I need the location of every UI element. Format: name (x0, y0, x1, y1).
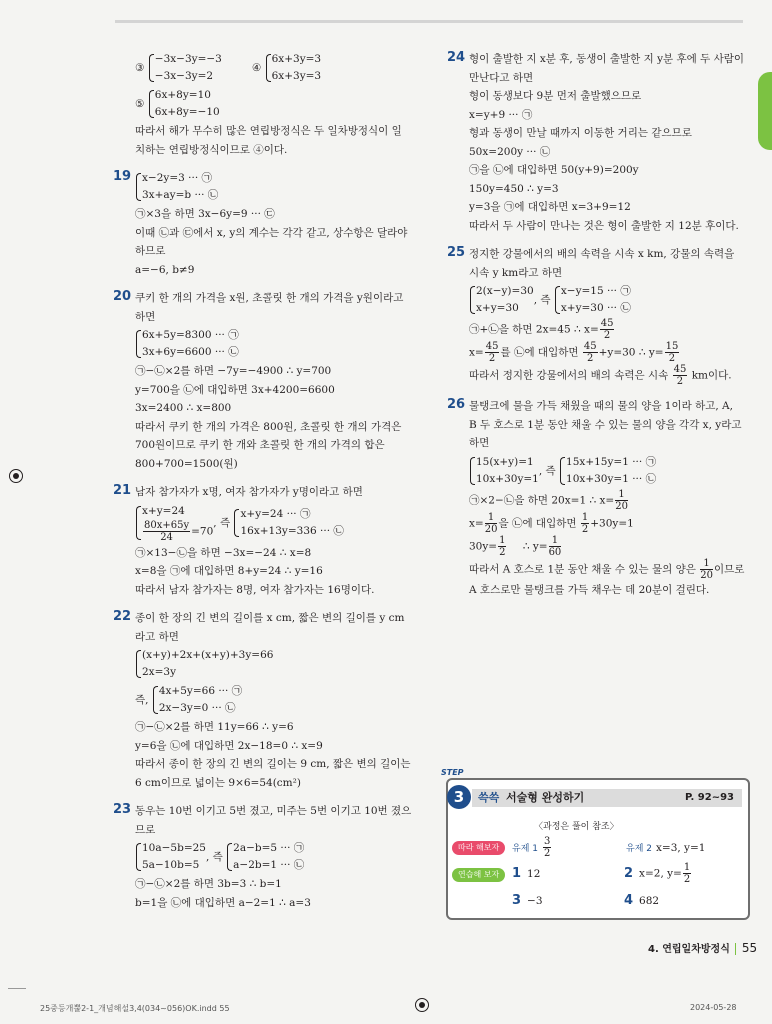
right-column (447, 50, 747, 599)
registration-mark-icon (9, 469, 23, 483)
text-line: x=8을 ㉠에 대입하면 8+y=24 ∴ y=16 (135, 565, 323, 577)
equation-system-simplified: x−y=15 ··· ㉠ x+y=30 ··· ㉡ (554, 283, 631, 317)
text-line: 하면 (135, 310, 156, 323)
equation-system: 10a−5b=25 5a−10b=5 (135, 840, 206, 874)
chapter-tab (758, 72, 772, 150)
step3-title-bar (472, 789, 742, 807)
problem-number: 22 (113, 609, 132, 624)
fraction: $\frac{1}{20}$ (615, 488, 628, 512)
problem-25: 25 정지한 강물에서의 배의 속력을 시속 x km, 강물의 속력을 시속 y km라고 하면 2(x−y)=30 x+y=30 , 즉 x−y=15 ··· ㉠ x+y=30 ··· ㉡ ㉠+㉡을 하면 2x=45 ∴ x= $\frac{45}{2}$ x= $\frac{45}{2}$ 를 ㉡에 대입하면 $\frac{45}{2}$ +y=30 ∴ y= $\frac{15}{2}$ 따라서 정지한 강물에서의 배의 속력은 시속 $\frac{45}{2}$ km이다. (469, 245, 747, 387)
example1-answer: 유제 1 $\frac{3}{2}$ (512, 836, 551, 859)
text-line: y=6을 ㉡에 대입하면 2x−18=0 ∴ x=9 (135, 739, 323, 752)
fraction: $\frac{1}{60}$ (548, 534, 562, 558)
slug-date: 2024-05-28 (690, 1003, 737, 1012)
top-rule (115, 20, 743, 23)
trim-mark (8, 988, 26, 989)
practice-badge: 연습해 보자 (452, 868, 505, 882)
equation-system-simplified: 2a−b=5 ··· ㉠ a−2b=1 ··· ㉡ (226, 840, 304, 874)
option-3-label: ③ (135, 62, 145, 74)
text-line: 이때 ㉡과 ㉢에서 x, y의 계수는 각각 같고, 상수항은 달라야 (135, 226, 408, 239)
problem-21: 21 남자 참가자가 x명, 여자 참가자가 y명이라고 하면 x+y=24 $\frac{80x+65y}{24}$ =70 , 즉 x+y=24 ··· ㉠ 16x+13y=336 ··· ㉡ ㉠×13−㉡을 하면 −3x=−24 ∴ x=8 x=8을 ㉠에 대입하면 8+y=24 ∴ y=16 따라서 남자 참가자는 8명, 여자 참가자는 16명이다. (135, 483, 415, 599)
answer-line: A 호스로만 물탱크를 가득 채우는 데 20분이 걸린다. (469, 583, 710, 596)
answer-line: 따라서 두 사람이 만나는 것은 형이 출발한 지 12분 후이다. (469, 219, 739, 232)
option-5-system: 6x+8y=10 6x+8y=−10 (148, 87, 220, 121)
text-line: 만난다고 하면 (469, 71, 534, 84)
practice3-answer: 3 −3 (512, 893, 543, 908)
text-line: 형이 출발한 지 x분 후, 동생이 출발한 지 y분 후에 두 사람이 (469, 53, 745, 65)
left-column (113, 50, 415, 912)
fraction: $\frac{45}{2}$ (673, 364, 687, 387)
equation-system: 6x+5y=8300 ··· ㉠ 3x+6y=6600 ··· ㉡ (135, 327, 239, 361)
footer-chapter: 4. 연립일차방정식 (648, 944, 730, 955)
text-line: 따라서 종이 한 장의 긴 변의 길이는 9 cm, 짧은 변의 길이는 (135, 758, 411, 770)
practice4-answer: 4 682 (624, 893, 660, 908)
text-line: 정지한 강물에서의 배의 속력을 시속 x km, 강물의 속력을 (469, 248, 735, 260)
step-label: STEP (441, 768, 464, 777)
problem-number: 24 (447, 50, 466, 65)
text-line: 하므로 (135, 245, 166, 257)
answer-line: 800+700=1500(원) (135, 457, 238, 470)
problem-number: 21 (113, 483, 132, 498)
slug-filename: 25중등개뿔2-1_개념해설3,4(034~056)OK.indd 55 (40, 1004, 230, 1013)
fraction: $\frac{1}{2}$ (499, 534, 506, 558)
equation-system-simplified: 15x+15y=1 ··· ㉠ 10x+30y=1 ··· ㉡ (559, 454, 656, 488)
problem-number: 26 (447, 397, 466, 412)
text-line: y=3을 ㉠에 대입하면 x=3+9=12 (469, 201, 631, 213)
answer-line: 6 cm이므로 넓이는 9×6=54(cm²) (135, 776, 301, 789)
follow-badge: 따라 해보자 (452, 841, 505, 855)
problem-number: 23 (113, 802, 132, 817)
problem-number: 20 (113, 289, 132, 304)
page-number: 55 (741, 941, 758, 955)
text-line: 므로 (135, 823, 156, 836)
fraction: $\frac{45}{2}$ (600, 318, 614, 341)
step3-number-badge: 3 (447, 785, 471, 809)
text-line: 따라서 해가 무수히 많은 연립방정식은 두 일차방정식이 일 (135, 125, 402, 137)
problem-22: 22 종이 한 장의 긴 변의 길이를 x cm, 짧은 변의 길이를 y cm 라고 하면 (x+y)+2x+(x+y)+3y=66 2x=3y 즉, 4x+5y=66 ··· ㉠ 2x−3y=0 ··· ㉡ ㉠−㉡×2를 하면 11y=66 ∴ y=6 y=6을 ㉡에 대입하면 2x−18=0 ∴ x=9 따라서 종이 한 장의 긴 변의 길이는 9 cm, 짧은 변의 길이는 6 cm이므로 넓이는 9×6=54(cm²) (135, 609, 415, 792)
problem-24 (447, 50, 747, 235)
fraction: $\frac{1}{20}$ (484, 511, 498, 535)
equation-system: x−2y=3 ··· ㉠ 3x+ay=b ··· ㉡ (135, 170, 218, 204)
text-line: 3x=2400 ∴ x=800 (135, 402, 232, 414)
option-5-label: ⑤ (135, 98, 145, 110)
answer-line: b=1을 ㉡에 대입하면 a−2=1 ∴ a=3 (135, 896, 311, 909)
text-line: 형이 동생보다 9분 먼저 출발했으므로 (469, 90, 642, 102)
text-line: ㉠×3을 하면 3x−6y=9 ··· ㉢ (135, 208, 275, 220)
problem-number: 19 (113, 169, 132, 184)
text-line: y=700을 ㉡에 대입하면 3x+4200=6600 (135, 383, 335, 396)
text-line: 따라서 쿠키 한 개의 가격은 800원, 초콜릿 한 개의 가격은 (135, 420, 402, 433)
fraction: $\frac{45}{2}$ (583, 341, 597, 364)
step3-title: 서술형 완성하기 (506, 791, 585, 804)
option-4-label: ④ (251, 62, 262, 74)
problem-number: 25 (447, 245, 466, 260)
equation-system: x+y=24 $\frac{80x+65y}{24}$ =70 (135, 503, 213, 543)
text-line: 남자 참가자가 x명, 여자 참가자가 y명이라고 하면 (135, 486, 363, 498)
problem-20 (113, 289, 415, 473)
text-line: 700원이므로 쿠키 한 개와 초콜릿 한 개의 가격의 합은 (135, 439, 385, 451)
text-line: 라고 하면 (135, 630, 179, 643)
answer-line: 따라서 남자 참가자는 8명, 여자 참가자는 16명이다. (135, 583, 375, 596)
text-line: 하면 (469, 437, 490, 449)
text-line: 쿠키 한 개의 가격을 x원, 초콜릿 한 개의 가격을 y원이라고 (135, 292, 404, 304)
problem-23: 23 동우는 10번 이기고 5번 졌고, 미주는 5번 이기고 10번 졌으 므로 10a−5b=25 5a−10b=5 , 즉 2a−b=5 ··· ㉠ a−2b=1 ··· ㉡ ㉠−㉡×2를 하면 3b=3 ∴ b=1 b=1을 ㉡에 대입하면 a−2=1 ∴ a=3 (135, 802, 415, 912)
fraction: $\frac{1}{20}$ (700, 557, 713, 581)
text-line: 150y=450 ∴ y=3 (469, 182, 559, 195)
equation-system: 2(x−y)=30 x+y=30 (469, 283, 534, 317)
text-line: ㉠−㉡×2를 하면 3b=3 ∴ b=1 (135, 878, 282, 890)
text-line: 50x=200y ··· ㉡ (469, 145, 551, 158)
text-line: 치하는 연립방정식이므로 ④이다. (135, 143, 288, 156)
problem-19 (113, 169, 415, 279)
text-line: x=y+9 ··· ㉠ (469, 108, 533, 121)
text-line: ㉠을 ㉡에 대입하면 50(y+9)=200y (469, 164, 639, 176)
process-note: 〈과정은 풀이 참조〉 (534, 822, 619, 832)
fraction: $\frac{45}{2}$ (485, 341, 499, 364)
step3-page-ref: P. 92~93 (685, 792, 734, 803)
text-line: ㉠−㉡×2를 하면 11y=66 ∴ y=6 (135, 721, 294, 733)
practice1-answer: 1 12 (512, 866, 541, 881)
text-line: B 두 호스로 1분 동안 채울 수 있는 물의 양을 각각 x, y라고 (469, 418, 742, 431)
step3-title-deco: 쓱쓱 (478, 791, 500, 804)
equation-system: (x+y)+2x+(x+y)+3y=66 2x=3y (135, 647, 273, 681)
practice2-answer: 2 x=2, y= $\frac{1}{2}$ (624, 862, 691, 885)
problem-18-tail (135, 50, 415, 159)
fraction: $\frac{1}{2}$ (581, 511, 589, 535)
option-4-system: 6x+3y=3 6x+3y=3 (265, 51, 322, 85)
answer-line: a=−6, b≠9 (135, 263, 195, 276)
problem-26: 26 물탱크에 물을 가득 채웠을 때의 물의 양을 1이라 하고, A, B 두 호스로 1분 동안 채울 수 있는 물의 양을 각각 x, y라고 하면 15(x+y)=1 10x+30y=1 , 즉 15x+15y=1 ··· ㉠ 10x+30y=1 ··· ㉡ ㉠×2−㉡을 하면 20x=1 ∴ x= $\frac{1}{20}$ x= $\frac{1}{20}$ 을 ㉡에 대입하면 $\frac{1}{2}$ +30y=1 30y= $\frac{1}{2}$ ∴ y= $\frac{1}{60}$ 따라서 A 호스로 1분 동안 채울 수 있는 물의 양은 $\frac{1}{20}$ 이므로 A 호스로만 물탱크를 가득 채우는 데 20분이 걸린다. (469, 397, 747, 599)
fraction: $\frac{15}{2}$ (665, 341, 679, 364)
equation-system: 15(x+y)=1 10x+30y=1 (469, 454, 539, 488)
text-line: ㉠−㉡×2를 하면 −7y=−4900 ∴ y=700 (135, 365, 332, 377)
text-line: 종이 한 장의 긴 변의 길이를 x cm, 짧은 변의 길이를 y cm (135, 612, 405, 624)
page-footer (648, 940, 757, 955)
equation-system-simplified: 4x+5y=66 ··· ㉠ 2x−3y=0 ··· ㉡ (152, 683, 242, 717)
equation-system-simplified: x+y=24 ··· ㉠ 16x+13y=336 ··· ㉡ (233, 506, 343, 540)
example2-answer: 유제 2 x=3, y=1 (626, 842, 706, 854)
text-line: ㉠×13−㉡을 하면 −3x=−24 ∴ x=8 (135, 546, 312, 559)
option-3-system: −3x−3y=−3 −3x−3y=2 (148, 51, 222, 85)
text-line: 형과 동생이 만날 때까지 이동한 거리는 같으므로 (469, 127, 692, 139)
registration-mark-icon (415, 998, 429, 1012)
text-line: 시속 y km라고 하면 (469, 266, 563, 279)
text-line: 동우는 10번 이기고 5번 졌고, 미주는 5번 이기고 10번 졌으 (135, 805, 412, 817)
text-line: 물탱크에 물을 가득 채웠을 때의 물의 양을 1이라 하고, A, (469, 400, 733, 412)
